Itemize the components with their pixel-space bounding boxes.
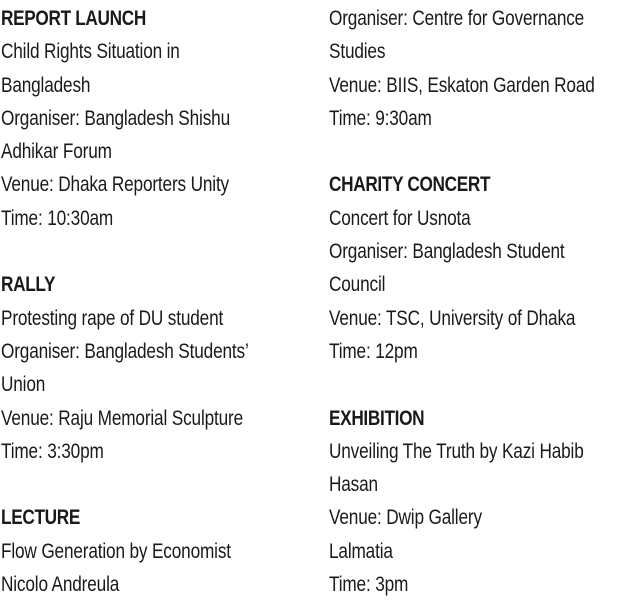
event-venue: Venue: Raju Memorial Sculpture [1, 406, 244, 430]
event-title: Concert for Usnota [329, 206, 471, 230]
event-venue: Venue: Dhaka Reporters Unity [1, 173, 230, 197]
event-time: Time: 10:30am [1, 206, 114, 230]
event-lecture [1, 501, 319, 601]
section-spacer [329, 135, 627, 168]
event-time: Time: 12pm [329, 339, 418, 363]
event-organiser: Union [1, 373, 46, 397]
event-organiser: Organiser: Bangladesh Students’ [1, 339, 249, 363]
event-title: Hasan [329, 473, 378, 497]
event-organiser: Studies [329, 40, 386, 64]
section-spacer [329, 368, 627, 401]
event-organiser: Adhikar Forum [1, 140, 112, 164]
event-organiser: Organiser: Centre for Governance [329, 7, 585, 30]
event-lecture-continued [329, 2, 627, 135]
event-venue: Venue: Dwip Gallery [329, 506, 482, 530]
event-title: Unveiling The Truth by Kazi Habib [329, 439, 584, 463]
event-report-launch [1, 2, 319, 235]
event-time: Time: 3pm [329, 573, 409, 597]
event-venue: Venue: TSC, University of Dhaka [329, 306, 576, 330]
event-title: Child Rights Situation in [1, 40, 180, 64]
event-heading: RALLY [1, 273, 56, 297]
event-venue: Venue: BIIS, Eskaton Garden Road [329, 73, 595, 97]
event-time: Time: 9:30am [329, 106, 432, 130]
event-venue: Lalmatia [329, 539, 393, 563]
event-heading: REPORT LAUNCH [1, 7, 146, 30]
event-charity-concert [329, 168, 627, 368]
event-exhibition [329, 402, 627, 602]
event-organiser: Council [329, 273, 386, 297]
right-column [329, 2, 627, 601]
event-heading: CHARITY CONCERT [329, 173, 491, 197]
section-spacer [1, 235, 319, 268]
event-title: Bangladesh [1, 73, 91, 97]
event-organiser: Organiser: Bangladesh Student [329, 240, 565, 264]
event-heading: EXHIBITION [329, 406, 425, 430]
event-title: Flow Generation by Economist [1, 539, 231, 563]
event-title: Nicolo Andreula [1, 573, 120, 597]
left-column [1, 2, 319, 601]
section-spacer [1, 468, 319, 501]
event-heading: LECTURE [1, 506, 81, 530]
event-rally [1, 268, 319, 468]
event-time: Time: 3:30pm [1, 439, 104, 463]
event-title: Protesting rape of DU student [1, 306, 224, 330]
event-organiser: Organiser: Bangladesh Shishu [1, 106, 230, 130]
